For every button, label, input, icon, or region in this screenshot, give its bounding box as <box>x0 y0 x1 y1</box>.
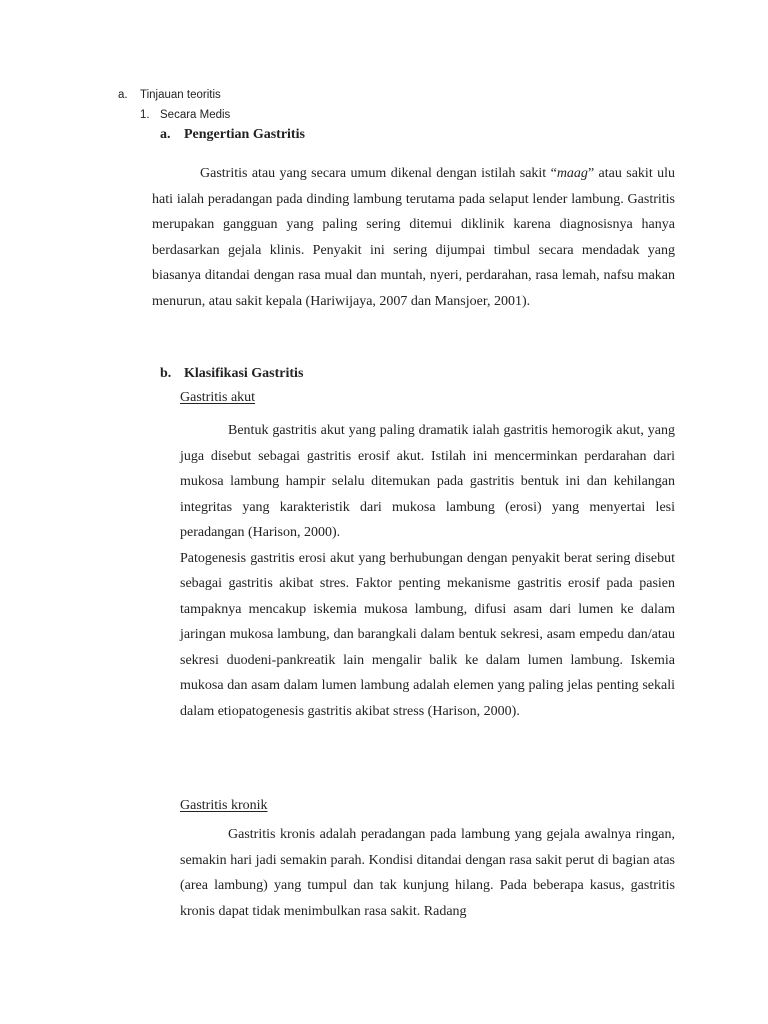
section-b-marker: b. <box>160 366 172 381</box>
section-a-title: Pengertian Gastritis <box>184 127 305 142</box>
section-a-paragraph <box>152 161 675 314</box>
akut-paragraph-2: Patogenesis gastritis erosi akut yang berhubungan dengan penyakit berat sering disebut sebagai gastritis akibat stres. Faktor penting mekanisme gastritis erosif pada pasien tampaknya mencakup iskemia mukosa lambung, difusi asam dari lumen ke dalam jaringan mukosa lambung, dan barangkali dalam bentuk sekresi, asam empedu dan/atau sekresi duodeni-pankreatik lain mengalir balik ke dalam lumen lambung. Iskemia mukosa dan asam dalam lumen lambung adalah elemen yang paling jelas penting sekali dalam etiopatogenesis gastritis akibat stress (Harison, 2000). <box>180 550 675 719</box>
section-a-body <box>152 161 675 314</box>
outline-level2-marker: 1. <box>140 109 150 121</box>
section-a-heading <box>160 127 305 143</box>
outline-level2 <box>140 109 230 121</box>
section-a-italic-term: maag <box>556 166 588 181</box>
kronik-paragraph-1: Gastritis kronis adalah peradangan pada lambung yang gejala awalnya ringan, semakin hari jadi semakin parah. Kondisi ditandai dengan rasa sakit perut di bagian atas (area lambung) yang tumpul dan tak kunjung hilang. Pada beberapa kasus, gastritis kronis dapat tidak menimbulkan rasa sakit. Radang <box>180 827 675 919</box>
section-a-text-start: Gastritis atau yang secara umum dikenal dengan istilah sakit “ <box>200 166 557 181</box>
section-b-heading <box>160 366 303 382</box>
akut-paragraph-1: Bentuk gastritis akut yang paling dramatik ialah gastritis hemorogik akut, yang juga disebut sebagai gastritis erosif akut. Istilah ini mencerminkan perdarahan dari mukosa lambung hampir selalu ditemukan pada gastritis bentuk ini dan kehilangan integritas yang karakteristik dari mukosa lambung (erosi) yang menyertai lesi peradangan (Harison, 2000). <box>180 423 675 540</box>
outline-level1-title: Tinjauan teoritis <box>140 89 221 101</box>
akut-body <box>180 418 675 724</box>
akut-subheading: Gastritis akut <box>180 390 256 405</box>
kronik-body <box>180 822 675 924</box>
kronik-subheading: Gastritis kronik <box>180 798 268 813</box>
section-a-text-end: ” atau sakit ulu hati ialah peradangan pada dinding lambung terutama pada selaput lender lambung. Gastritis merupakan gangguan yang paling sering ditemui diklinik karena diagnosisnya hanya berdasarkan gejala klinis. Penyakit ini sering dijumpai timbul secara mendadak yang biasanya ditandai dengan rasa mual dan muntah, nyeri, perdarahan, rasa lemah, nafsu makan menurun, atau sakit kepala (Hariwijaya, 2007 dan Mansjoer, 2001). <box>152 166 675 309</box>
section-b-title: Klasifikasi Gastritis <box>184 366 304 381</box>
section-a-marker: a. <box>160 127 171 142</box>
outline-level1 <box>118 89 221 101</box>
outline-level2-title: Secara Medis <box>160 109 231 121</box>
outline-level1-marker: a. <box>118 89 128 101</box>
